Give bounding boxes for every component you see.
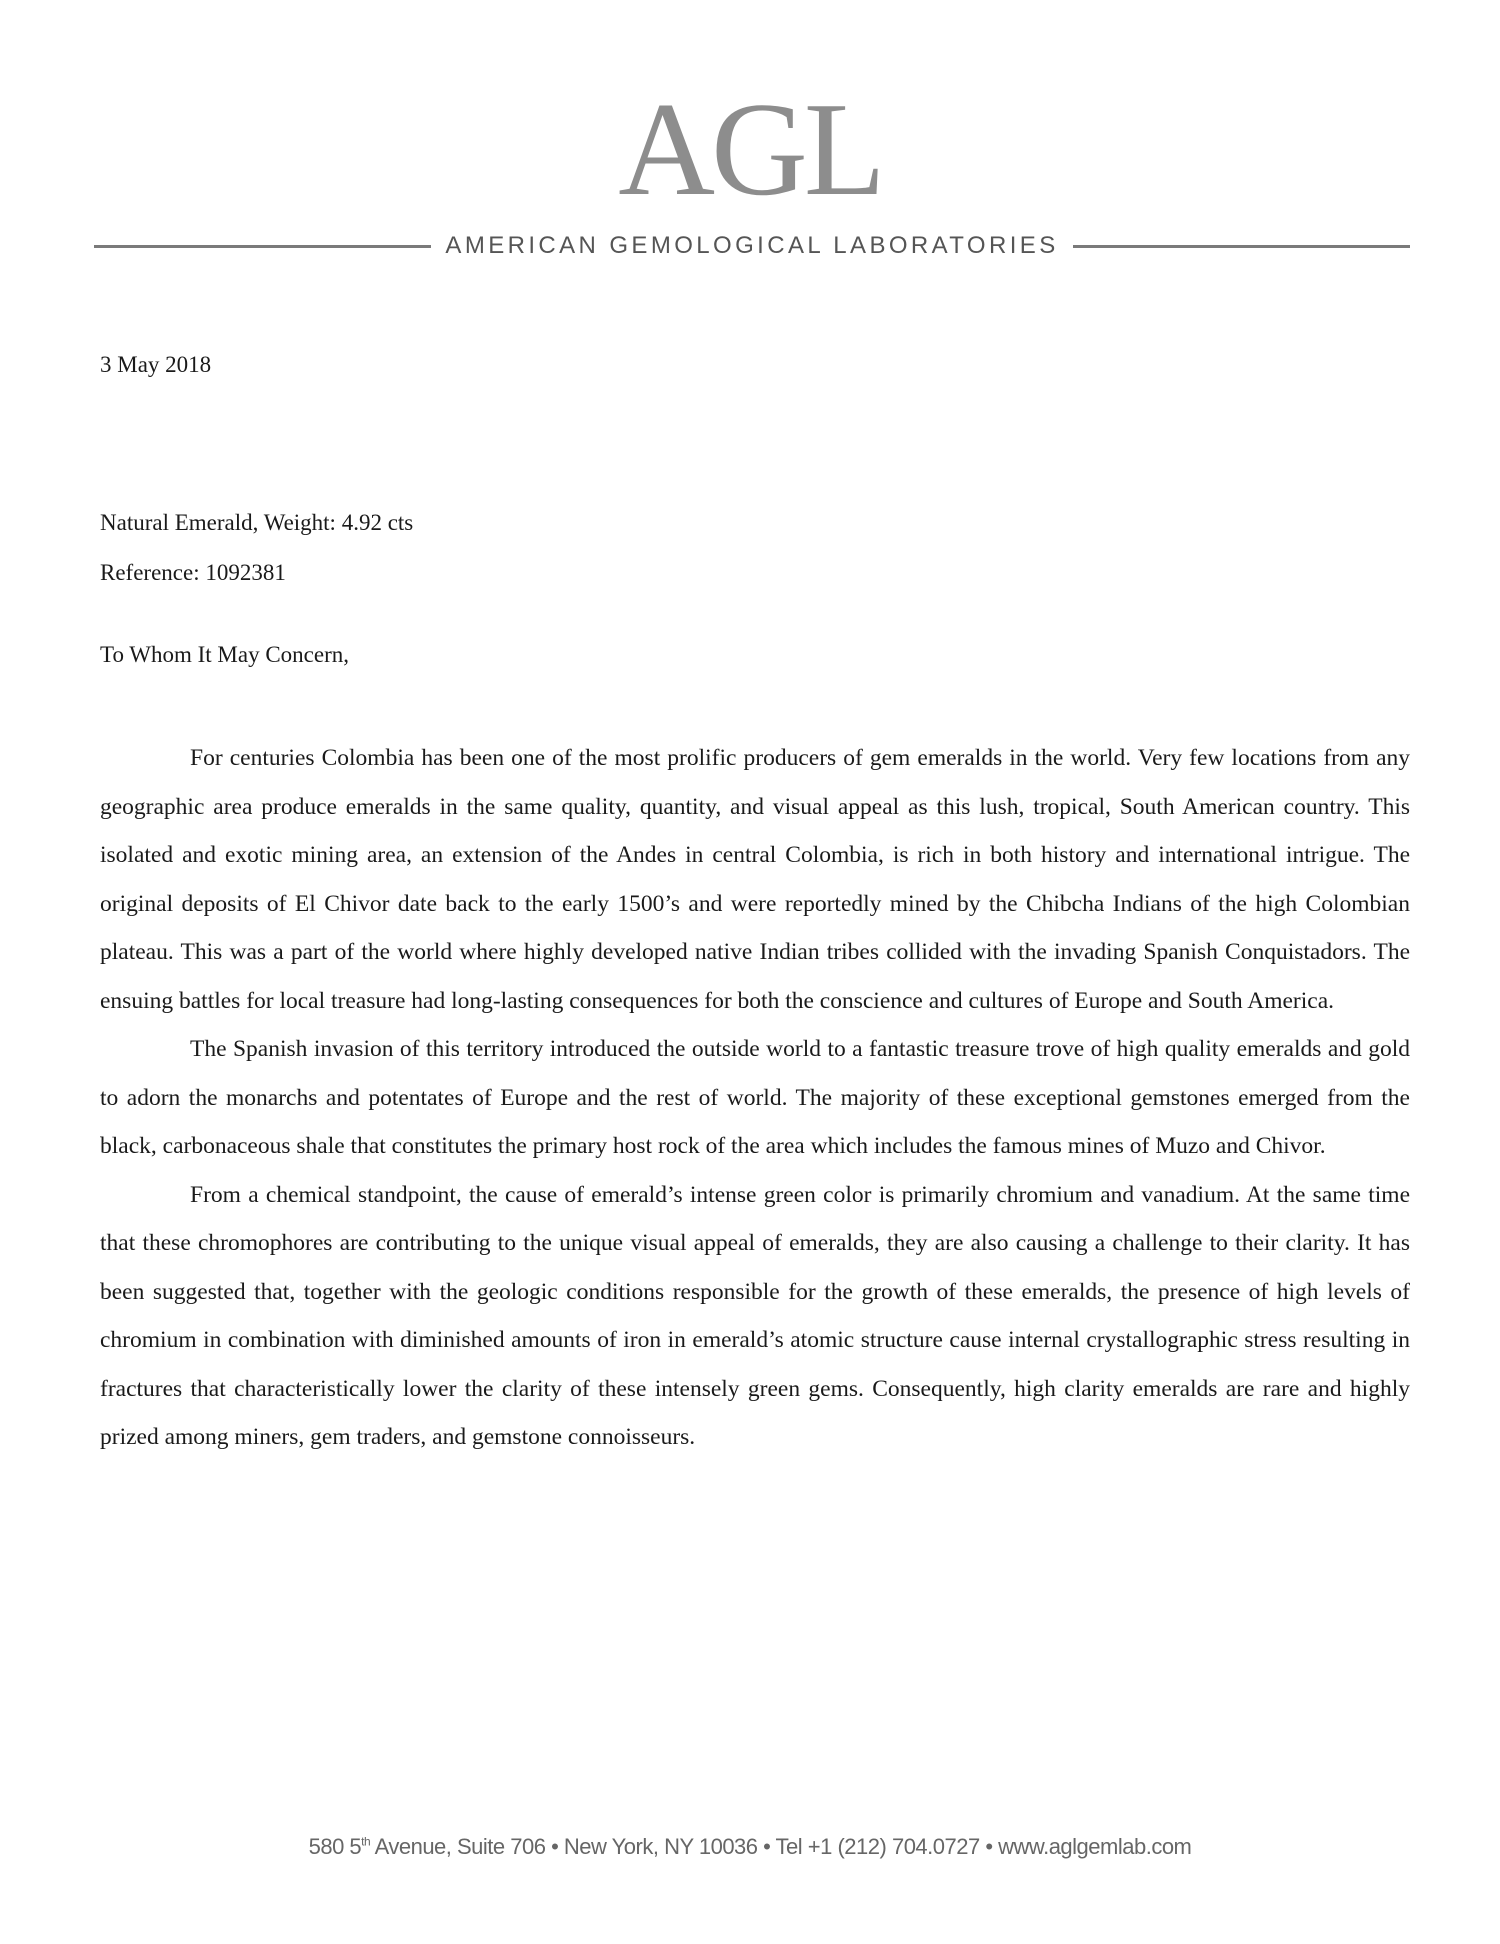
salutation: To Whom It May Concern, <box>100 642 350 667</box>
agl-logo: AGL <box>618 75 882 223</box>
letterhead <box>0 0 1500 270</box>
paragraph-1: For centuries Colombia has been one of the most prolific producers of gem emeralds in the world. Very few locations from any geographic area produce emeralds in the same quality, quantity, and visual appeal as this lush, tropical, South American country. This isolated and exotic mining area, an extension of the Andes in central Colombia, is rich in both history and international intrigue. The original deposits of El Chivor date back to the early 1500’s and were reportedly mined by the Chibcha Indians of the high Colombian plateau. This was a part of the world where highly developed native Indian tribes collided with the invading Spanish Conquistadors. The ensuing battles for local treasure had long-lasting consequences for both the conscience and cultures of Europe and South America. <box>100 745 1410 1014</box>
paragraph-3: From a chemical standpoint, the cause of emerald’s intense green color is primarily chromium and vanadium. At the same time that these chromophores are contributing to the unique visual appeal of emeralds, they are also causing a challenge to their clarity. It has been suggested that, together with the geologic conditions responsible for the growth of these emeralds, the presence of high levels of chromium in combination with diminished amounts of iron in emerald’s atomic structure cause internal crystallographic stress resulting in fractures that characteristically lower the clarity of these intensely green gems. Consequently, high clarity emeralds are rare and highly prized among miners, gem traders, and gemstone connoisseurs. <box>100 1181 1410 1450</box>
footer-address-number: 580 5 <box>308 1834 362 1859</box>
reference-line: Reference: 1092381 <box>100 560 286 585</box>
subject-line: Natural Emerald, Weight: 4.92 cts <box>100 510 414 535</box>
subject-block <box>100 498 1410 598</box>
letter-body <box>100 734 1410 1462</box>
paragraph-2: The Spanish invasion of this territory introduced the outside world to a fantastic treasure trove of high quality emeralds and gold to adorn the monarchs and potentates of Europe and the rest of world. The majority of these exceptional gemstones emerged from the black, carbonaceous shale that constitutes the primary host rock of the area which includes the famous mines of Muzo and Chivor. <box>100 1036 1410 1159</box>
footer-address <box>0 1834 1500 1860</box>
right-rule <box>1073 245 1410 248</box>
left-rule <box>94 245 431 248</box>
company-name: AMERICAN GEMOLOGICAL LABORATORIES <box>445 232 1059 259</box>
letter-date: 3 May 2018 <box>100 352 212 377</box>
footer-address-superscript: th <box>361 1834 371 1849</box>
letterhead-banner <box>94 228 1410 264</box>
footer-address-rest: Avenue, Suite 706 • New York, NY 10036 • Tel +1 (212) 704.0727 • www.aglgemlab.com <box>370 1834 1192 1859</box>
